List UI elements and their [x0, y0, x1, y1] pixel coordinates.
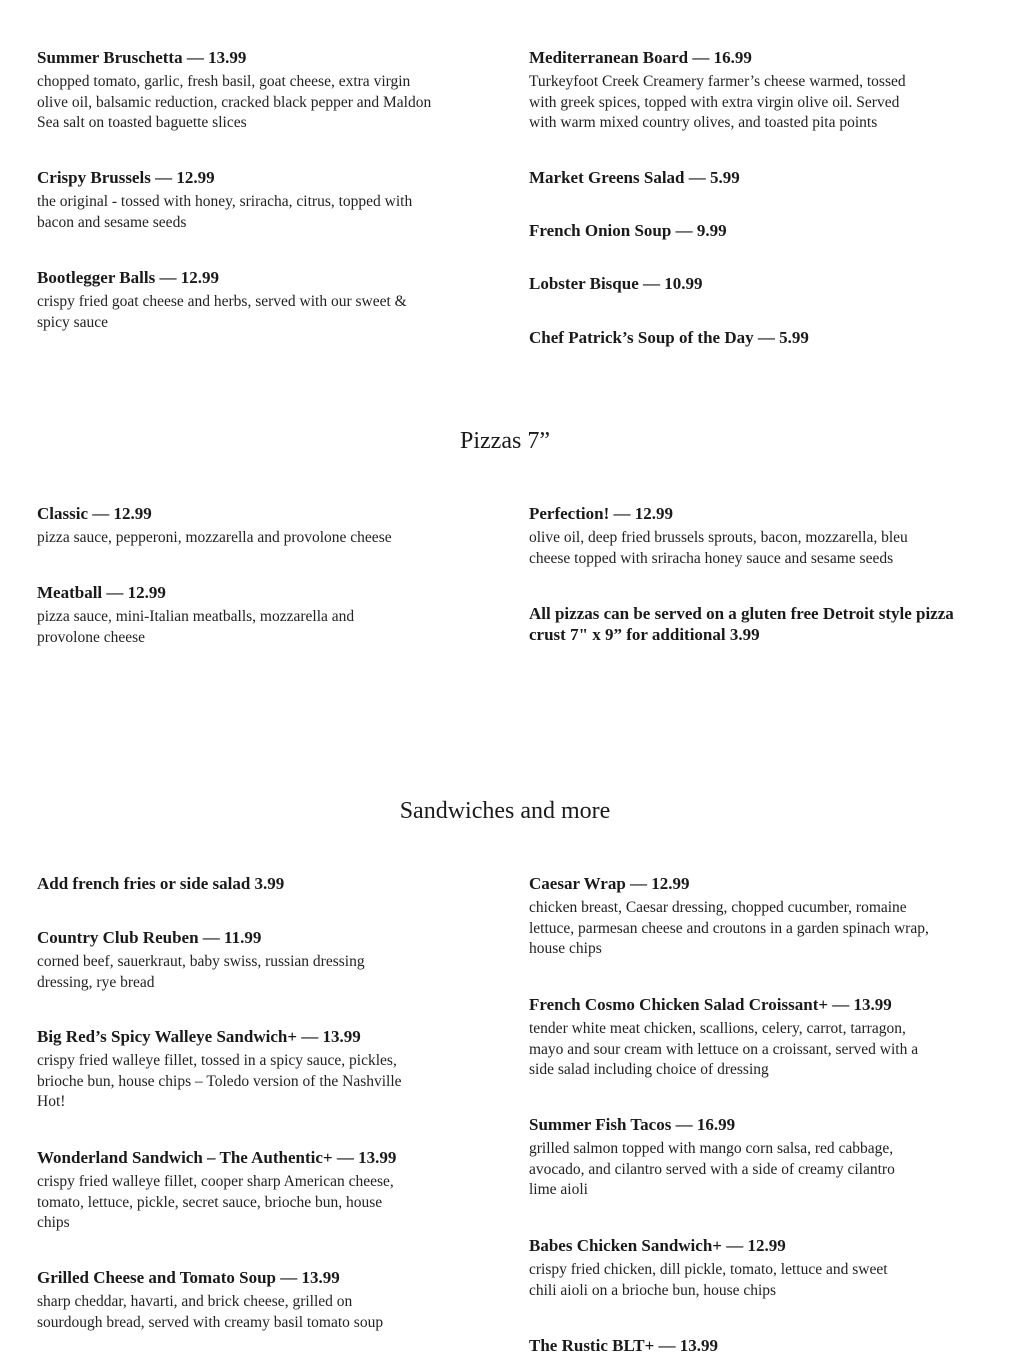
menu-item-title: Lobster Bisque — 10.99: [529, 274, 703, 293]
menu-item-description: crispy fried chicken, dill pickle, tomato, lettuce and sweet chili aioli on a brioche bun, house chips: [529, 1261, 888, 1299]
menu-item-title: French Onion Soup — 9.99: [529, 221, 727, 240]
menu-item-title: Bootlegger Balls — 12.99: [37, 268, 219, 287]
menu-item-title: French Cosmo Chicken Salad Croissant+ — 13.99: [529, 995, 892, 1014]
menu-item-description: chicken breast, Caesar dressing, chopped cucumber, romaine lettuce, parmesan cheese and croutons in a garden spinach wrap, house chips: [529, 899, 929, 958]
menu-item-description: grilled salmon topped with mango corn salsa, red cabbage, avocado, and cilantro served with a side of creamy cilantro lime aioli: [529, 1140, 895, 1199]
menu-item-title: Mediterranean Board — 16.99: [529, 48, 752, 67]
menu-item-description: crispy fried walleye fillet, cooper sharp American cheese, tomato, lettuce, pickle, secret sauce, brioche bun, house chips: [37, 1173, 394, 1232]
gluten-free-note: All pizzas can be served on a gluten free Detroit style pizza crust 7" x 9” for additional 3.99: [529, 604, 954, 644]
menu-item-title: Big Red’s Spicy Walleye Sandwich+ — 13.99: [37, 1027, 361, 1046]
menu-item-title: Babes Chicken Sandwich+ — 12.99: [529, 1236, 786, 1255]
menu-item-description: sharp cheddar, havarti, and brick cheese, grilled on sourdough bread, served with creamy basil tomato soup: [37, 1293, 384, 1331]
menu-item-description: crispy fried walleye fillet, tossed in a spicy sauce, pickles, brioche bun, house chips – Toledo version of the Nashville Hot!: [37, 1052, 402, 1111]
menu-item-title: Summer Bruschetta — 13.99: [37, 48, 247, 67]
menu-item-description: olive oil, deep fried brussels sprouts, bacon, mozzarella, bleu cheese topped with sriracha honey sauce and sesame seeds: [529, 529, 908, 567]
menu-item-description: chopped tomato, garlic, fresh basil, goat cheese, extra virgin olive oil, balsamic reduction, cracked black pepper and Maldon Sea salt on toasted baguette slices: [37, 73, 432, 132]
side-addon-note: Add french fries or side salad 3.99: [37, 874, 285, 893]
menu-item-title: Country Club Reuben — 11.99: [37, 928, 262, 947]
menu-item-title: Market Greens Salad — 5.99: [529, 168, 740, 187]
menu-item-title: Caesar Wrap — 12.99: [529, 874, 690, 893]
section-heading-sandwiches: Sandwiches and more: [399, 798, 611, 824]
menu-item-title: Perfection! — 12.99: [529, 504, 673, 523]
menu-item-description: the original - tossed with honey, sriracha, citrus, topped with bacon and sesame seeds: [37, 193, 413, 231]
menu-item-title: Chef Patrick’s Soup of the Day — 5.99: [529, 328, 809, 347]
menu-item-title: Grilled Cheese and Tomato Soup — 13.99: [37, 1268, 340, 1287]
menu-item-description: corned beef, sauerkraut, baby swiss, russian dressing dressing, rye bread: [37, 953, 365, 991]
menu-item-description: Turkeyfoot Creek Creamery farmer’s cheese warmed, tossed with greek spices, topped with extra virgin olive oil. Served with warm mixed country olives, and toasted pita points: [529, 73, 906, 132]
menu-item-title: Summer Fish Tacos — 16.99: [529, 1115, 736, 1134]
menu-item-title: Classic — 12.99: [37, 504, 152, 523]
menu-item-description: pizza sauce, pepperoni, mozzarella and provolone cheese: [37, 529, 392, 546]
section-heading-pizzas: Pizzas 7”: [460, 428, 550, 454]
menu-item-title: The Rustic BLT+ — 13.99: [529, 1336, 719, 1355]
menu-item-description: tender white meat chicken, scallions, celery, carrot, tarragon, mayo and sour cream with lettuce on a croissant, served with a side salad including choice of dressing: [529, 1020, 919, 1079]
menu-item-title: Meatball — 12.99: [37, 583, 166, 602]
menu-item-description: crispy fried goat cheese and herbs, served with our sweet & spicy sauce: [37, 293, 407, 331]
menu-item-description: pizza sauce, mini-Italian meatballs, mozzarella and provolone cheese: [37, 608, 355, 646]
menu-item-title: Crispy Brussels — 12.99: [37, 168, 215, 187]
menu-item-title: Wonderland Sandwich – The Authentic+ — 13.99: [37, 1148, 397, 1167]
